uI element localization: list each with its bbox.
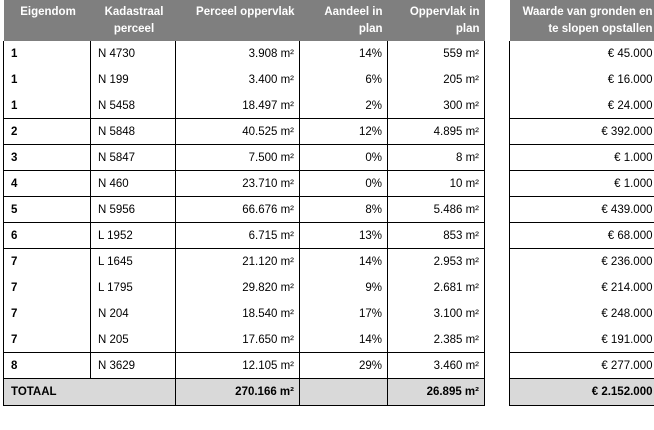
cell-perceel: L 1645 (91, 249, 176, 275)
header-row (510, 0, 654, 41)
header-opp-plan: Oppervlak in plan (388, 0, 485, 41)
cell-aandeel: 9% (300, 275, 388, 301)
cell-perceel: L 1795 (91, 275, 176, 301)
cell-aandeel: 14% (300, 327, 388, 353)
cell-waarde: € 392.000 (510, 119, 654, 145)
table-row (4, 327, 485, 353)
table-row (4, 119, 485, 145)
table-row (4, 67, 485, 93)
cell-eigendom: 7 (4, 327, 91, 353)
cell-eigendom: 5 (4, 197, 91, 223)
table-row (510, 93, 654, 119)
table-row (510, 353, 654, 379)
cell-opp-plan: 2.681 m² (388, 275, 485, 301)
cell-waarde: € 236.000 (510, 249, 654, 275)
cell-eigendom: 1 (4, 93, 91, 119)
table-row (510, 119, 654, 145)
cell-aandeel: 12% (300, 119, 388, 145)
cell-oppervlak: 17.650 m² (176, 327, 300, 353)
cell-waarde: € 214.000 (510, 275, 654, 301)
cell-eigendom: 4 (4, 171, 91, 197)
header-kadastraal: Kadastraal perceel (91, 0, 176, 41)
cell-eigendom: 1 (4, 41, 91, 67)
cell-oppervlak: 3.400 m² (176, 67, 300, 93)
cell-perceel: N 460 (91, 171, 176, 197)
cell-aandeel: 14% (300, 41, 388, 67)
cell-aandeel: 0% (300, 171, 388, 197)
table-row (510, 275, 654, 301)
cell-opp-plan: 559 m² (388, 41, 485, 67)
table-row (4, 301, 485, 327)
total-row (4, 379, 485, 406)
cell-opp-plan: 300 m² (388, 93, 485, 119)
cell-opp-plan: 4.895 m² (388, 119, 485, 145)
cell-waarde: € 1.000 (510, 145, 654, 171)
cell-opp-plan: 3.100 m² (388, 301, 485, 327)
cell-eigendom: 8 (4, 353, 91, 379)
cell-oppervlak: 12.105 m² (176, 353, 300, 379)
cell-perceel: N 199 (91, 67, 176, 93)
total-aandeel-empty (300, 379, 388, 406)
cell-perceel: N 205 (91, 327, 176, 353)
cell-oppervlak: 23.710 m² (176, 171, 300, 197)
cell-aandeel: 8% (300, 197, 388, 223)
cell-perceel: N 5458 (91, 93, 176, 119)
cell-perceel: N 5848 (91, 119, 176, 145)
value-table (509, 0, 654, 406)
table-row (510, 41, 654, 67)
table-row (510, 249, 654, 275)
cell-perceel: N 5956 (91, 197, 176, 223)
cell-oppervlak: 40.525 m² (176, 119, 300, 145)
cell-perceel: L 1952 (91, 223, 176, 249)
cell-waarde: € 45.000 (510, 41, 654, 67)
cell-opp-plan: 10 m² (388, 171, 485, 197)
header-row (4, 0, 485, 41)
cell-perceel: N 3629 (91, 353, 176, 379)
table-row (510, 145, 654, 171)
table-row (4, 197, 485, 223)
cell-eigendom: 1 (4, 67, 91, 93)
cell-eigendom: 3 (4, 145, 91, 171)
table-row (510, 67, 654, 93)
cell-oppervlak: 66.676 m² (176, 197, 300, 223)
cell-waarde: € 439.000 (510, 197, 654, 223)
table-row (4, 93, 485, 119)
table-row (510, 197, 654, 223)
cell-opp-plan: 2.953 m² (388, 249, 485, 275)
total-row (510, 379, 654, 406)
header-eigendom: Eigendom (4, 0, 91, 41)
table-row (4, 171, 485, 197)
header-aandeel: Aandeel in plan (300, 0, 388, 41)
table-row (4, 223, 485, 249)
cell-opp-plan: 205 m² (388, 67, 485, 93)
cell-waarde: € 16.000 (510, 67, 654, 93)
cell-opp-plan: 2.385 m² (388, 327, 485, 353)
cell-eigendom: 2 (4, 119, 91, 145)
cell-opp-plan: 8 m² (388, 145, 485, 171)
cell-waarde: € 248.000 (510, 301, 654, 327)
cell-opp-plan: 853 m² (388, 223, 485, 249)
cell-oppervlak: 3.908 m² (176, 41, 300, 67)
cell-waarde: € 1.000 (510, 171, 654, 197)
cell-oppervlak: 7.500 m² (176, 145, 300, 171)
cell-perceel: N 4730 (91, 41, 176, 67)
cell-oppervlak: 18.540 m² (176, 301, 300, 327)
cell-aandeel: 14% (300, 249, 388, 275)
table-row (510, 301, 654, 327)
table-row (4, 353, 485, 379)
table-row (4, 41, 485, 67)
table-row (510, 223, 654, 249)
header-waarde: Waarde van gronden en te slopen opstallen (510, 0, 654, 41)
total-opp-plan: 26.895 m² (388, 379, 485, 406)
table-row (510, 327, 654, 353)
cell-aandeel: 0% (300, 145, 388, 171)
cell-eigendom: 7 (4, 275, 91, 301)
total-waarde: € 2.152.000 (510, 379, 654, 406)
cell-aandeel: 6% (300, 67, 388, 93)
cell-aandeel: 29% (300, 353, 388, 379)
cell-oppervlak: 29.820 m² (176, 275, 300, 301)
table-row (4, 145, 485, 171)
table-row (4, 275, 485, 301)
cell-opp-plan: 3.460 m² (388, 353, 485, 379)
parcel-table (3, 0, 485, 406)
cell-aandeel: 17% (300, 301, 388, 327)
total-oppervlak: 270.166 m² (176, 379, 300, 406)
cell-eigendom: 7 (4, 301, 91, 327)
cell-perceel: N 5847 (91, 145, 176, 171)
cell-aandeel: 2% (300, 93, 388, 119)
header-oppervlak: Perceel oppervlak (176, 0, 300, 41)
cell-oppervlak: 21.120 m² (176, 249, 300, 275)
cell-waarde: € 68.000 (510, 223, 654, 249)
total-label: TOTAAL (4, 379, 176, 406)
cell-oppervlak: 6.715 m² (176, 223, 300, 249)
cell-oppervlak: 18.497 m² (176, 93, 300, 119)
table-row (4, 249, 485, 275)
cell-waarde: € 191.000 (510, 327, 654, 353)
table-row (510, 171, 654, 197)
cell-opp-plan: 5.486 m² (388, 197, 485, 223)
cell-eigendom: 7 (4, 249, 91, 275)
cell-eigendom: 6 (4, 223, 91, 249)
cell-waarde: € 277.000 (510, 353, 654, 379)
cell-perceel: N 204 (91, 301, 176, 327)
cell-aandeel: 13% (300, 223, 388, 249)
cell-waarde: € 24.000 (510, 93, 654, 119)
